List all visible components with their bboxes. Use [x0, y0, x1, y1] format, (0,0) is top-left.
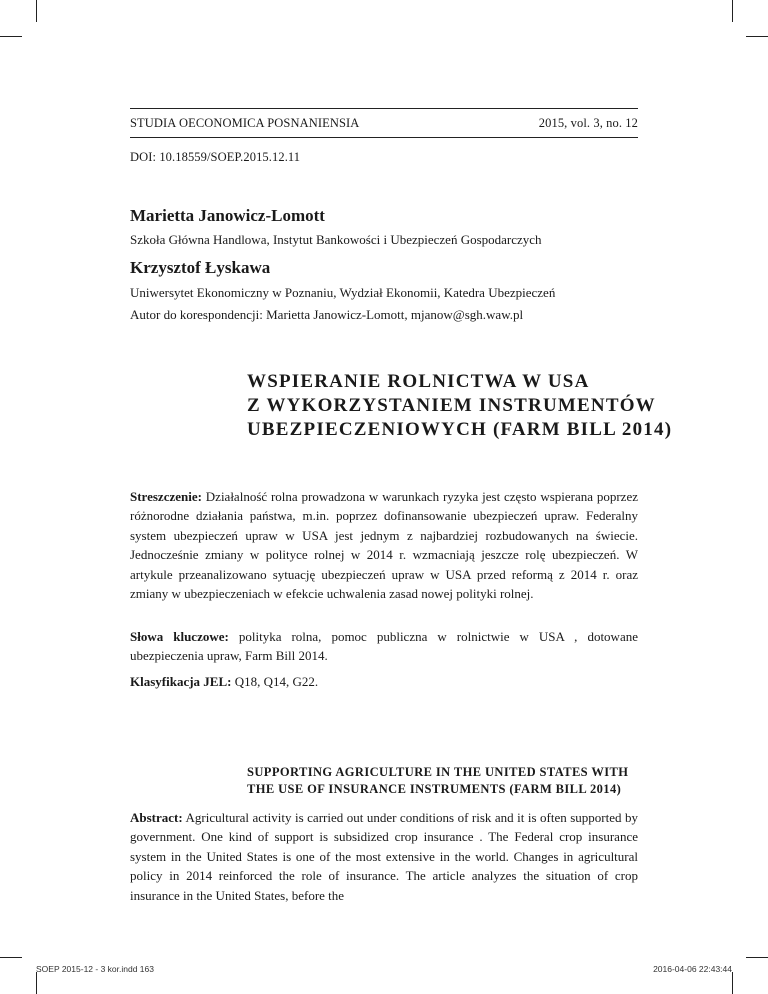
keywords-pl-text: polityka rolna, pomoc publiczna w rolnictwie w USA , dotowane ubezpieczenia upraw, Farm Bill 2014. — [130, 629, 638, 664]
crop-mark — [0, 957, 22, 958]
correspondence: Autor do korespondencji: Marietta Janowicz-Lomott, mjanow@sgh.waw.pl — [130, 307, 524, 322]
author-name: Krzysztof Łyskawa — [130, 258, 271, 277]
crop-mark — [746, 36, 768, 37]
abstract-pl-text: Działalność rolna prowadzona w warunkach ryzyka jest często wspierana poprzez różnorodne działania państwa, m.in. poprzez dofinansowanie ubezpieczeń upraw. Federalny system ubezpieczeń upraw w USA jest jednym z najbardziej rozbudowanych na świecie. Jednocześnie zmiany w polityce rolnej w 2014 r. wzmacniają jeszcze rolę ubezpieczeń. W artykule przeanalizowano sytuację ubezpieczeń upraw w USA przed reformą z 2014 r. oraz zmiany w ubezpieczeniach w efekcie uchwalenia zasad nowej polityki rolnej. — [130, 489, 638, 602]
abstract-pl — [130, 487, 638, 603]
header-bottom-rule — [130, 137, 638, 138]
crop-mark — [746, 957, 768, 958]
issue-info: 2015, vol. 3, no. 12 — [538, 116, 638, 130]
crop-mark — [732, 0, 733, 22]
title-line: UBEZPIECZENIOWYCH (FARM BILL 2014) — [247, 419, 673, 440]
jel-classification — [130, 672, 638, 691]
crop-mark — [732, 972, 733, 994]
keywords-pl-label: Słowa kluczowe: — [130, 629, 229, 644]
abstract-en-text: Agricultural activity is carried out under conditions of risk and it is often supported by government. One kind of support is subsidized crop insurance . The Federal crop insurance system in the United States is one of the most extensive in the world. Changes in agricultural policy in 2014 reinforced the role of insurance. The article analyzes the situation of crop insurance in the United States, before the — [130, 810, 638, 903]
footer-file: SOEP 2015-12 - 3 kor.indd 163 — [36, 964, 154, 974]
author-affiliation: Uniwersytet Ekonomiczny w Poznaniu, Wydział Ekonomii, Katedra Ubezpieczeń — [130, 285, 556, 300]
crop-mark — [36, 972, 37, 994]
footer-timestamp: 2016-04-06 22:43:44 — [653, 964, 732, 974]
abstract-pl-label: Streszczenie: — [130, 489, 202, 504]
title-line: Z WYKORZYSTANIEM INSTRUMENTÓW — [247, 395, 656, 416]
author-affiliation: Szkoła Główna Handlowa, Instytut Bankowości i Ubezpieczeń Gospodarczych — [130, 232, 542, 247]
article-title-pl — [247, 370, 673, 442]
header-top-rule — [130, 108, 638, 109]
title-line: WSPIERANIE ROLNICTWA W USA — [247, 371, 590, 392]
doi: DOI: 10.18559/SOEP.2015.12.11 — [130, 150, 301, 164]
crop-mark — [0, 36, 22, 37]
jel-text: Q18, Q14, G22. — [231, 674, 319, 689]
abstract-en — [130, 808, 638, 905]
keywords-pl — [130, 627, 638, 666]
jel-label: Klasyfikacja JEL: — [130, 674, 232, 689]
title-line: THE USE OF INSURANCE INSTRUMENTS (FARM BILL 2014) — [247, 782, 622, 796]
journal-name: STUDIA OECONOMICA POSNANIENSIA — [130, 116, 360, 130]
abstract-en-label: Abstract: — [130, 810, 183, 825]
title-line: SUPPORTING AGRICULTURE IN THE UNITED STATES WITH — [247, 765, 629, 779]
article-title-en — [247, 764, 647, 798]
author-name: Marietta Janowicz-Lomott — [130, 206, 325, 225]
crop-mark — [36, 0, 37, 22]
